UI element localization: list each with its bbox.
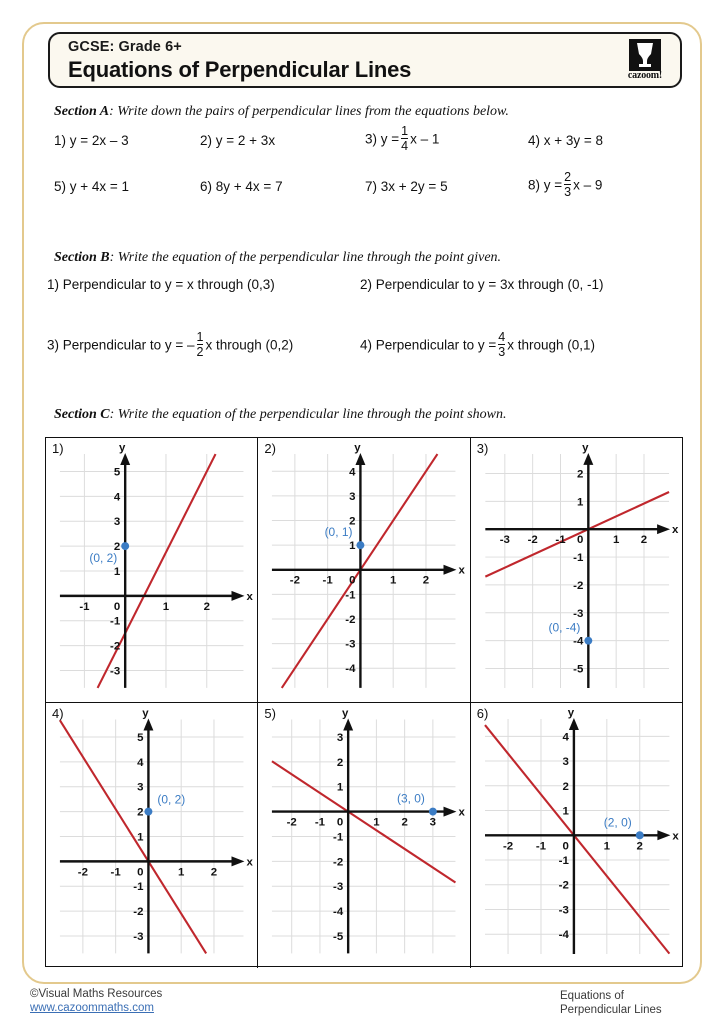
y-tick-label: -1 [133, 881, 144, 894]
x-axis-arrow-icon [657, 830, 670, 840]
y-axis-label: y [581, 441, 589, 454]
y-axis-arrow-icon [120, 453, 130, 465]
x-tick-label: 2 [640, 534, 647, 547]
x-axis-label: x [671, 524, 679, 537]
y-tick-label: 4 [562, 731, 569, 744]
point-label: (0, 2) [89, 551, 118, 566]
origin-label: 0 [113, 600, 121, 613]
y-tick-label: -2 [333, 856, 344, 869]
x-tick-label: -3 [499, 534, 510, 547]
x-tick-label: 1 [603, 840, 610, 853]
section-b-instruction: : Write the equation of the perpendicular line through the point given. [109, 250, 502, 265]
x-tick-label: 1 [178, 866, 185, 879]
x-tick-label: -2 [527, 534, 538, 547]
y-axis-arrow-icon [143, 719, 153, 731]
section-b-heading [54, 250, 501, 266]
y-tick-label: 2 [137, 806, 144, 819]
y-tick-label: 5 [113, 466, 121, 479]
red-line [272, 761, 456, 882]
y-tick-label: -5 [333, 931, 344, 944]
x-tick-label: 1 [162, 600, 170, 613]
x-axis-arrow-icon [232, 856, 245, 866]
y-tick-label: 3 [562, 756, 569, 769]
eq-a6 [200, 179, 283, 194]
eq-b3-num: 3) [47, 337, 60, 353]
eq-a4-num: 4) [528, 133, 541, 148]
x-axis-arrow-icon [232, 591, 245, 601]
y-tick-label: -1 [572, 552, 584, 565]
x-tick-label: -1 [555, 534, 566, 547]
x-tick-label: 1 [612, 534, 620, 547]
graph-panel-5-number: 5) [264, 706, 276, 721]
y-axis-arrow-icon [583, 453, 593, 465]
y-tick-label: 1 [113, 565, 121, 578]
graph-panel-4-plot [46, 703, 257, 968]
eq-a5 [54, 179, 129, 194]
footer-title-line2: Perpendicular Lines [560, 1004, 662, 1016]
eq-a8-denominator: 3 [564, 185, 572, 199]
point-label: (3, 0) [397, 791, 426, 806]
x-axis-label: x [246, 856, 253, 869]
eq-b1-text: Perpendicular to y = x through (0,3) [62, 277, 275, 292]
eq-b3-pre: Perpendicular to y = – [62, 337, 195, 353]
y-tick-label: -4 [333, 906, 344, 919]
graph-panel-3-number: 3) [476, 441, 489, 456]
y-tick-label: -1 [110, 615, 121, 628]
footer-title-line1: Equations of [560, 990, 624, 1002]
marked-point [429, 808, 437, 816]
header-subtitle: GCSE: Grade 6+ [68, 39, 182, 55]
point-label: (0, -4) [548, 620, 581, 635]
eq-a7-text: 3x + 2y = 5 [380, 179, 448, 194]
eq-b4-fraction [498, 331, 505, 359]
y-tick-label: 1 [576, 496, 584, 509]
eq-a3-numerator: 1 [401, 124, 409, 138]
y-axis-arrow-icon [356, 453, 366, 465]
gridlines [485, 454, 669, 688]
y-tick-label: -2 [558, 879, 569, 892]
y-axis-label: y [142, 707, 149, 720]
section-a-heading [54, 104, 509, 120]
section-a-label: Section A [54, 104, 110, 119]
y-tick-label: 3 [349, 490, 356, 503]
graph-panel-6 [471, 703, 683, 968]
eq-b3-denominator: 2 [196, 345, 204, 359]
y-tick-label: -2 [345, 613, 356, 626]
x-tick-label: -2 [290, 574, 301, 587]
x-tick-label: 1 [390, 574, 397, 587]
eq-a4-text: x + 3y = 8 [543, 133, 604, 148]
graph-panel-6-plot [471, 703, 683, 968]
x-tick-label: -2 [77, 866, 88, 879]
y-tick-label: -4 [558, 929, 569, 942]
x-axis-label: x [458, 564, 466, 577]
eq-b4-denominator: 3 [498, 345, 506, 359]
eq-b4-num: 4) [360, 337, 373, 353]
footer-credits [30, 987, 162, 1015]
y-axis-arrow-icon [344, 719, 354, 731]
eq-a8-pre: y = [543, 177, 563, 193]
marked-point [357, 541, 365, 549]
graph-panel-2 [258, 438, 470, 703]
origin-label: 0 [137, 866, 144, 879]
eq-a1-num: 1) [54, 133, 67, 148]
graph-panel-1-plot [46, 438, 257, 702]
y-tick-label: -2 [110, 640, 121, 653]
marked-point [121, 542, 129, 550]
x-tick-label: -1 [322, 574, 334, 587]
x-axis-arrow-icon [444, 565, 457, 575]
graph-panel-1-number: 1) [52, 441, 64, 456]
y-tick-label: 2 [349, 515, 356, 528]
y-axis-arrow-icon [569, 718, 579, 730]
y-tick-label: -1 [345, 589, 356, 602]
y-tick-label: -3 [572, 607, 584, 620]
y-tick-label: 1 [349, 540, 356, 553]
y-tick-label: -3 [110, 665, 121, 678]
x-tick-label: 2 [203, 600, 210, 613]
eq-b2 [360, 277, 604, 292]
section-a-instruction: : Write down the pairs of perpendicular lines from the equations below. [109, 104, 509, 119]
section-b-label: Section B [54, 250, 110, 265]
eq-b3 [47, 332, 293, 360]
section-c-heading [54, 407, 507, 423]
eq-a6-text: 8y + 4x = 7 [215, 179, 283, 194]
eq-b3-numerator: 1 [196, 330, 204, 344]
eq-b1-num: 1) [47, 277, 60, 292]
x-tick-label: -1 [110, 866, 121, 879]
eq-a6-num: 6) [200, 179, 213, 194]
origin-label: 0 [562, 840, 569, 853]
y-tick-label: -3 [133, 931, 144, 944]
x-axis-arrow-icon [657, 524, 670, 534]
eq-a3-pre: y = [380, 131, 400, 147]
eq-a1 [54, 133, 129, 148]
cazoom-cup-icon [634, 42, 656, 68]
eq-b3-fraction [197, 331, 204, 359]
y-tick-label: 3 [337, 731, 344, 744]
x-tick-label: -1 [315, 816, 326, 829]
eq-a3-post: x – 1 [410, 131, 440, 147]
y-tick-label: 1 [337, 781, 344, 794]
y-tick-label: 3 [137, 781, 144, 794]
eq-a1-text: y = 2x – 3 [69, 133, 129, 148]
y-tick-label: 1 [562, 805, 569, 818]
footer-worksheet-title [560, 989, 662, 1017]
y-tick-label: 1 [137, 831, 144, 844]
marked-point [636, 831, 644, 839]
y-tick-label: -4 [572, 635, 584, 648]
eq-b4 [360, 332, 595, 360]
logo-wordmark: cazoom! [627, 70, 663, 81]
cazoom-logo [622, 39, 668, 85]
graph-panel-5-plot [258, 703, 469, 968]
y-tick-label: 2 [562, 780, 569, 793]
worksheet-header [48, 32, 682, 88]
graph-panel-2-plot [258, 438, 469, 702]
y-axis-label: y [342, 707, 349, 720]
eq-a2-num: 2) [200, 133, 213, 148]
marked-point [584, 637, 592, 645]
eq-a8-num: 8) [528, 177, 541, 193]
eq-b4-post: x through (0,1) [507, 337, 595, 353]
y-tick-label: 4 [349, 466, 356, 479]
y-tick-label: 4 [113, 491, 121, 504]
x-tick-label: -1 [535, 840, 546, 853]
origin-label: 0 [349, 574, 356, 587]
eq-a8-numerator: 2 [564, 170, 572, 184]
x-tick-label: 3 [430, 816, 437, 829]
y-tick-label: -2 [133, 906, 144, 919]
x-axis-label: x [672, 830, 679, 843]
marked-point [144, 808, 152, 816]
eq-a8 [528, 172, 602, 200]
eq-b4-pre: Perpendicular to y = [375, 337, 497, 353]
gridlines [272, 720, 456, 954]
x-tick-label: 2 [401, 816, 409, 829]
x-tick-label: -1 [79, 600, 90, 613]
y-tick-label: -2 [572, 579, 584, 592]
graph-panel-5 [258, 703, 470, 968]
eq-a5-num: 5) [54, 179, 67, 194]
origin-label: 0 [337, 816, 344, 829]
eq-b1 [47, 277, 275, 292]
x-tick-label: -2 [287, 816, 298, 829]
y-tick-label: -1 [333, 831, 344, 844]
y-tick-label: 2 [576, 468, 584, 481]
graph-panel-4 [46, 703, 258, 968]
eq-a8-post: x – 9 [573, 177, 603, 193]
x-tick-label: 2 [636, 840, 643, 853]
graph-panel-3 [471, 438, 683, 703]
y-tick-label: -5 [572, 663, 584, 676]
y-tick-label: -3 [333, 881, 344, 894]
y-tick-label: -3 [345, 638, 356, 651]
graph-grid-table [45, 437, 683, 967]
point-label: (0, 2) [157, 792, 186, 807]
graph-panel-1 [46, 438, 258, 703]
section-c-label: Section C [54, 407, 110, 422]
eq-a7 [365, 179, 448, 194]
y-tick-label: 2 [337, 756, 344, 769]
eq-a7-num: 7) [365, 179, 378, 194]
eq-a4 [528, 133, 603, 148]
eq-a5-text: y + 4x = 1 [69, 179, 130, 194]
x-tick-label: -2 [502, 840, 513, 853]
section-c-instruction: : Write the equation of the perpendicular line through the point shown. [109, 407, 507, 422]
eq-a3 [365, 126, 439, 154]
graph-panel-6-number: 6) [476, 706, 489, 721]
gridlines [60, 720, 244, 954]
page-title: Equations of Perpendicular Lines [68, 57, 412, 82]
eq-b2-text: Perpendicular to y = 3x through (0, -1) [375, 277, 604, 292]
y-tick-label: 3 [113, 516, 121, 529]
y-axis-label: y [354, 442, 362, 455]
eq-a2 [200, 133, 275, 148]
graph-panel-2-number: 2) [264, 441, 276, 456]
x-tick-label: 2 [423, 574, 430, 587]
point-label: (2, 0) [603, 815, 632, 830]
y-axis-label: y [567, 707, 574, 720]
y-tick-label: -3 [558, 904, 569, 917]
y-tick-label: 4 [137, 756, 144, 769]
eq-a8-fraction [564, 171, 571, 199]
y-tick-label: -4 [345, 663, 356, 676]
graph-panel-3-plot [471, 438, 683, 702]
y-axis-label: y [119, 442, 126, 455]
origin-label: 0 [576, 534, 584, 547]
x-axis-label: x [458, 806, 466, 819]
eq-a3-fraction [401, 125, 408, 153]
eq-a3-denominator: 4 [401, 139, 409, 153]
eq-a2-text: y = 2 + 3x [215, 133, 276, 148]
x-tick-label: 1 [373, 816, 380, 829]
footer-website-link[interactable]: www.cazoommaths.com [30, 1002, 154, 1014]
x-tick-label: 2 [210, 866, 218, 879]
graph-panel-4-number: 4) [52, 706, 64, 721]
gridlines [60, 454, 244, 688]
x-axis-arrow-icon [444, 807, 457, 817]
y-tick-label: 2 [113, 541, 121, 554]
x-axis-label: x [246, 590, 253, 603]
footer-copyright: ©Visual Maths Resources [30, 988, 163, 1000]
y-tick-label: -1 [558, 854, 569, 867]
y-tick-label: 5 [137, 731, 144, 744]
eq-b3-post: x through (0,2) [205, 337, 294, 353]
eq-b4-numerator: 4 [498, 330, 506, 344]
point-label: (0, 1) [324, 525, 353, 540]
eq-a3-num: 3) [365, 131, 378, 147]
gridlines [272, 454, 456, 688]
eq-b2-num: 2) [360, 277, 373, 292]
